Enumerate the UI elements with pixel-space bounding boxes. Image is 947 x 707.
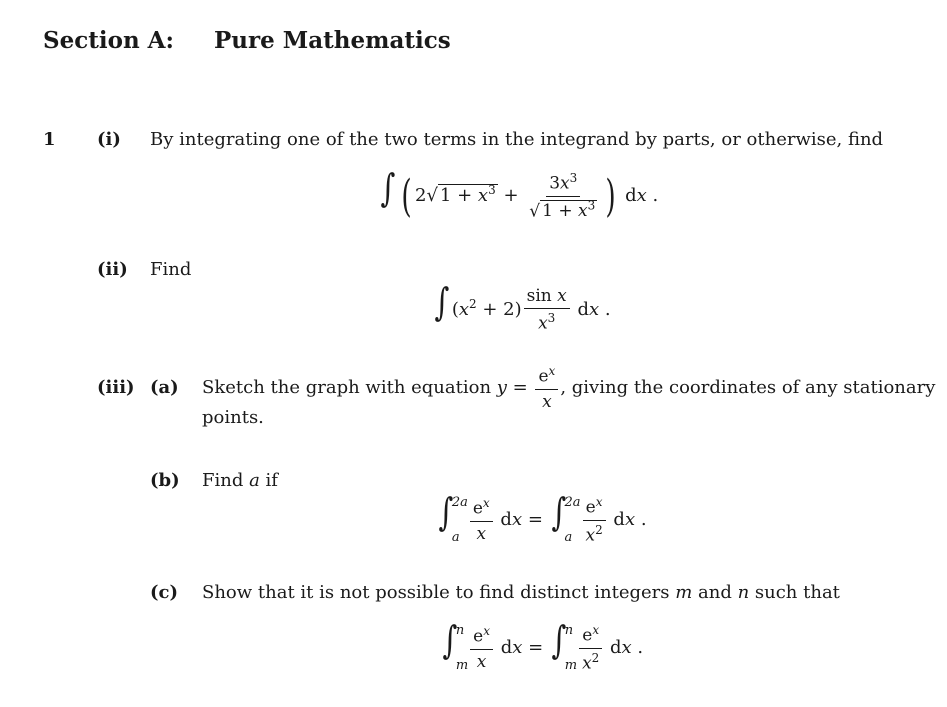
part-iii-label: (iii) — [97, 377, 135, 398]
part-i-integral: ∫ ( 2√ $1 + x^3$ + $\frac{3x^3}{√ 1 + x^3}$ ) dx . — [380, 166, 659, 222]
part-i-label: (i) — [97, 129, 121, 150]
part-iii-c-equation: ∫ n m $\frac{e^x}{x}$ dx = ∫ n m $\frac{e^x}{x^2}$ dx . — [442, 618, 644, 674]
section-title: Pure Mathematics — [214, 27, 451, 54]
question-number: 1 — [43, 129, 56, 150]
part-iii-c-text: Show that it is not possible to find distinct integers m and n such that — [202, 582, 840, 603]
part-iii-a-equation: y = $\frac{e^x}{x}$ — [497, 377, 561, 398]
part-iii-a-text-after: , giving the coordinates of any stationary — [560, 376, 936, 398]
part-i-text: By integrating one of the two terms in the integrand by parts, or otherwise, find — [150, 129, 884, 150]
part-iii-a-label: (a) — [150, 377, 179, 398]
part-ii-integral: ∫ $(x^2 + 2)$ $\frac{\text{sin x}}{x^3}$ dx . — [434, 280, 611, 334]
part-ii-text: Find — [150, 259, 192, 280]
part-iii-b-text: Find a if — [202, 470, 278, 491]
part-iii-b-equation: ∫ 2a a $\frac{e^x}{x}$ dx = ∫ 2a a $\frac{e^x}{x^2}$ dx . — [438, 490, 647, 546]
part-iii-c-label: (c) — [150, 582, 178, 603]
part-iii-a-text — [202, 364, 935, 412]
part-iii-b-label: (b) — [150, 470, 180, 491]
part-iii-a-text-before: Sketch the graph with equation — [202, 376, 492, 398]
section-label: Section A: — [43, 27, 175, 54]
part-iii-a-text-cont: points. — [202, 407, 264, 428]
part-ii-label: (ii) — [97, 259, 128, 280]
